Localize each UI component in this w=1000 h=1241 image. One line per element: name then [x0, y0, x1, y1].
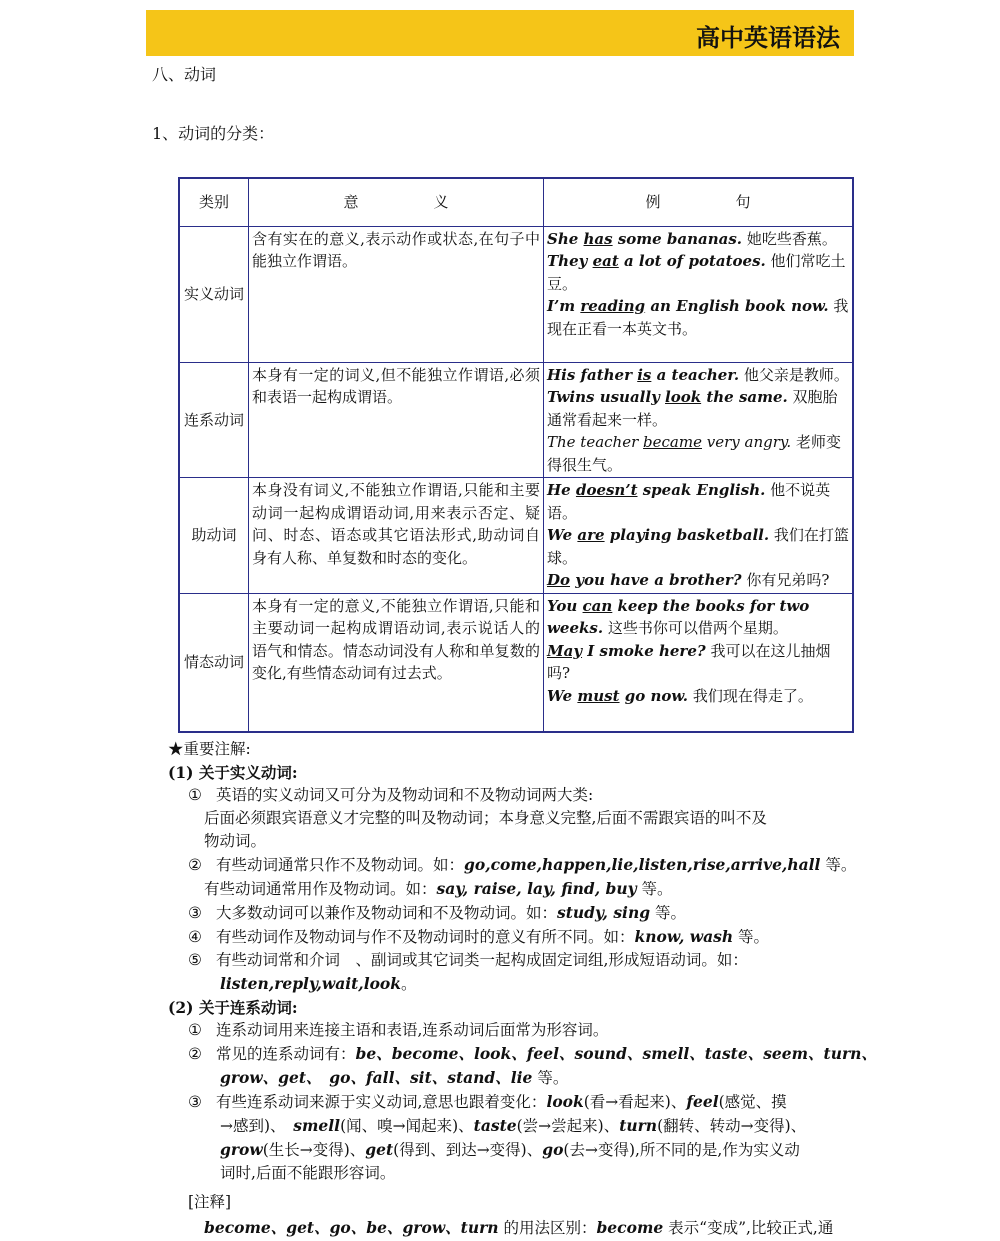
example-post: go now.: [619, 686, 689, 705]
example-english: [547, 252, 766, 270]
example-pre: The teacher: [547, 433, 644, 451]
example-post: playing basketball.: [604, 526, 770, 544]
note-item-cont: [168, 1114, 858, 1138]
table-row: [179, 478, 853, 594]
example-verb: eat: [592, 252, 619, 270]
example-verb: are: [577, 526, 605, 544]
example-verb: must: [577, 686, 620, 705]
item-text: (感觉、摸: [718, 1093, 787, 1111]
note-p1-title: (1) 关于实义动词:: [168, 763, 298, 782]
header-category: 类别: [179, 178, 249, 226]
verb-meaning: 本身没有词义,不能独立作谓语,只能和主要动词一起构成谓语动词,用来表示否定、疑问、时态、语态或其它语法形式,助动词自身有人称、单复数和时态的变化。: [249, 478, 544, 594]
note-item-cont: [168, 1066, 858, 1090]
item-english: taste: [473, 1116, 517, 1135]
example-pre: He: [547, 481, 576, 499]
example-chinese: 你有兄弟吗?: [746, 571, 830, 589]
example-english: [547, 571, 742, 589]
item-end: 等。: [733, 928, 770, 946]
item-english: study, sing: [557, 903, 651, 922]
example-sentence: [547, 640, 849, 685]
note-p2-title: (2) 关于连系动词:: [168, 998, 298, 1017]
item-english: become、get、go、be、grow、turn: [204, 1218, 499, 1237]
item-text: 有些连系动词来源于实义动词,意思也跟着变化：: [216, 1093, 547, 1111]
verb-examples: [544, 478, 854, 594]
item-text: (得到、到达→变得)、: [393, 1141, 543, 1159]
verb-meaning: 本身有一定的意义,不能独立作谓语,只能和主要动词一起构成谓语动词,表示说话人的语气和情态。情态动词没有人称和单复数的变化,有些情态动词有过去式。: [249, 593, 544, 732]
example-chinese: 双胞胎通常看起来一样。: [547, 388, 838, 429]
remark-text: [168, 1216, 858, 1240]
item-number: ①: [188, 1021, 202, 1039]
item-english: know, wash: [634, 927, 734, 946]
note-item: [168, 901, 858, 925]
item-english: say, raise, lay, find, buy: [436, 879, 637, 898]
example-chinese: 他们常吃土豆。: [547, 252, 846, 293]
item-text: (尝→尝起来)、: [516, 1117, 620, 1135]
item-number: ③: [188, 1093, 202, 1111]
item-english: go,come,happen,lie,listen,rise,arrive,hall: [464, 855, 821, 874]
example-pre: Twins usually: [547, 388, 666, 406]
item-text: (去→变得),所不同的是,作为实义动: [563, 1141, 800, 1159]
verb-examples: [544, 593, 854, 732]
item-end: 等。: [820, 856, 857, 874]
example-chinese: 他父亲是教师。: [743, 365, 849, 384]
example-chinese: 我可以在这儿抽烟吗?: [547, 641, 831, 682]
example-english: [547, 687, 688, 705]
item-text: (闻、嗅→闻起来)、: [340, 1117, 474, 1135]
example-post: I smoke here?: [582, 641, 706, 660]
table-row: [179, 593, 853, 732]
example-sentence: [547, 431, 849, 476]
header-bar: [146, 10, 854, 56]
example-pre: We: [547, 686, 578, 705]
item-text: (翻转、转动→变得)、: [657, 1117, 807, 1135]
example-post: a lot of potatoes.: [618, 252, 766, 270]
note-item-cont: [168, 1138, 858, 1162]
notes-section: [168, 738, 877, 1240]
verb-meaning: 含有实在的意义,表示动作或状态,在句子中能独立作谓语。: [249, 226, 544, 362]
example-chinese: 我现在正看一本英文书。: [547, 297, 849, 338]
example-pre: You: [547, 596, 583, 615]
item-number: ④: [188, 928, 202, 946]
example-pre: She: [547, 229, 584, 248]
note-item: [168, 1090, 858, 1114]
verb-category: 实义动词: [179, 226, 249, 362]
example-verb: became: [643, 433, 702, 451]
item-text: (看→看起来)、: [583, 1093, 687, 1111]
example-chinese: 我们在打篮球。: [547, 526, 849, 567]
item-number: ③: [188, 904, 202, 922]
item-english: go: [542, 1140, 564, 1159]
example-post: you have a brother?: [570, 571, 742, 589]
example-post: the same.: [701, 388, 788, 406]
note-item-cont: 物动词。: [204, 832, 267, 850]
example-english: [547, 366, 739, 384]
verb-category: 情态动词: [179, 593, 249, 732]
verb-classification-table: [178, 177, 854, 733]
example-sentence: [547, 569, 849, 592]
example-english: [547, 526, 769, 544]
example-english: [547, 481, 765, 499]
example-chinese: 老师变得很生气。: [547, 433, 841, 474]
item-text: 有些动词作及物动词与作不及物动词时的意义有所不同。如：: [216, 928, 635, 946]
item-english: grow、get、 go、fall、sit、stand、lie: [220, 1068, 533, 1087]
item-text: (生长→变得)、: [262, 1141, 366, 1159]
item-text: 有些动词常和介词 、副词或其它词类一起构成固定词组,形成短语动词。如：: [216, 951, 748, 969]
example-post: a teacher.: [651, 365, 740, 384]
verb-examples: [544, 226, 854, 362]
item-text: 表示“变成”,比较正式,通: [663, 1219, 834, 1237]
example-sentence: [547, 228, 849, 251]
example-sentence: [547, 524, 849, 569]
note-item: [168, 1042, 877, 1066]
item-text: 常见的连系动词有：: [216, 1045, 356, 1063]
example-english: [547, 642, 706, 660]
item-end: 。: [401, 975, 417, 993]
item-english: become: [596, 1218, 664, 1237]
verb-examples: [544, 362, 854, 478]
chapter-title: 八、动词: [152, 65, 217, 84]
example-english: [547, 297, 829, 315]
example-verb: reading: [580, 297, 646, 315]
example-sentence: [547, 250, 849, 295]
example-english: [547, 433, 791, 451]
item-end: 等。: [636, 880, 673, 898]
item-number: ②: [188, 856, 202, 874]
item-english: get: [365, 1140, 394, 1159]
example-post: speak English.: [637, 481, 766, 499]
example-pre: His father: [547, 365, 638, 384]
example-verb: May: [547, 641, 583, 660]
example-chinese: 我们现在得走了。: [692, 686, 813, 705]
note-item-cont: [168, 972, 858, 996]
example-sentence: [547, 386, 849, 431]
note-item-cont: [168, 877, 858, 901]
item-text: 有些动词通常只作不及物动词。如：: [216, 856, 465, 874]
example-verb: doesn’t: [575, 481, 638, 499]
header-title: 高中英语语法: [696, 24, 840, 52]
example-english: [547, 388, 788, 406]
example-verb: can: [582, 596, 613, 615]
item-end: 等。: [650, 904, 686, 922]
note-item: [168, 784, 858, 807]
notes-heading: ★重要注解:: [168, 740, 251, 758]
verb-category: 连系动词: [179, 362, 249, 478]
item-english: look: [546, 1092, 584, 1111]
example-pre: They: [547, 252, 593, 270]
example-post: keep the books for two weeks.: [547, 596, 810, 637]
note-item: [168, 925, 858, 949]
example-sentence: [547, 595, 849, 640]
note-item: [168, 949, 858, 972]
item-number: ①: [188, 786, 202, 804]
note-item: [168, 1019, 858, 1042]
item-english: listen,reply,wait,look: [220, 974, 401, 993]
table-row: [179, 362, 853, 478]
example-sentence: [547, 364, 849, 387]
example-post: very angry.: [701, 433, 792, 451]
remark-label: [注释]: [188, 1193, 232, 1211]
example-verb: is: [637, 365, 652, 384]
example-verb: Do: [547, 571, 571, 589]
item-english: turn: [619, 1116, 658, 1135]
item-number: ⑤: [188, 951, 202, 969]
verb-category: 助动词: [179, 478, 249, 594]
example-verb: has: [583, 229, 613, 248]
item-text: 连系动词用来连接主语和表语,连系动词后面常为形容词。: [216, 1021, 609, 1039]
example-pre: I’m: [547, 297, 581, 315]
header-examples: 例 句: [544, 178, 854, 226]
header-meaning: 意 义: [249, 178, 544, 226]
example-verb: look: [665, 388, 702, 406]
item-end: 等。: [532, 1069, 569, 1087]
table-row: [179, 226, 853, 362]
item-text: 大多数动词可以兼作及物动词和不及物动词。如：: [216, 904, 558, 922]
example-sentence: [547, 479, 849, 524]
note-item-cont: 后面必须跟宾语意义才完整的叫及物动词；本身意义完整,后面不需跟宾语的叫不及: [204, 809, 767, 827]
example-sentence: [547, 685, 849, 708]
example-chinese: 她吃些香蕉。: [746, 229, 837, 248]
note-item-cont: 词时,后面不能跟形容词。: [220, 1164, 396, 1182]
example-english: [547, 230, 742, 248]
item-english: grow: [220, 1140, 263, 1159]
item-text: →感到)、: [220, 1117, 294, 1135]
table-header-row: [179, 178, 853, 226]
item-english: smell: [293, 1116, 341, 1135]
example-post: an English book now.: [645, 297, 829, 315]
example-chinese: 这些书你可以借两个星期。: [607, 619, 788, 637]
example-sentence: [547, 295, 849, 340]
subsection-title: 1、动词的分类：: [152, 124, 275, 143]
example-pre: We: [547, 526, 578, 544]
example-chinese: 他不说英语。: [547, 481, 831, 522]
note-item: [168, 853, 858, 877]
example-post: some bananas.: [612, 229, 743, 248]
item-text: 的用法区别：: [498, 1219, 597, 1237]
verb-meaning: 本身有一定的词义,但不能独立作谓语,必须和表语一起构成谓语。: [249, 362, 544, 478]
item-text: 有些动词通常用作及物动词。如：: [204, 880, 437, 898]
item-text: 英语的实义动词又可分为及物动词和不及物动词两大类:: [216, 786, 594, 804]
item-english: feel: [686, 1092, 719, 1111]
item-english: be、become、look、feel、sound、smell、taste、seem、turn、: [355, 1044, 877, 1063]
item-number: ②: [188, 1045, 202, 1063]
